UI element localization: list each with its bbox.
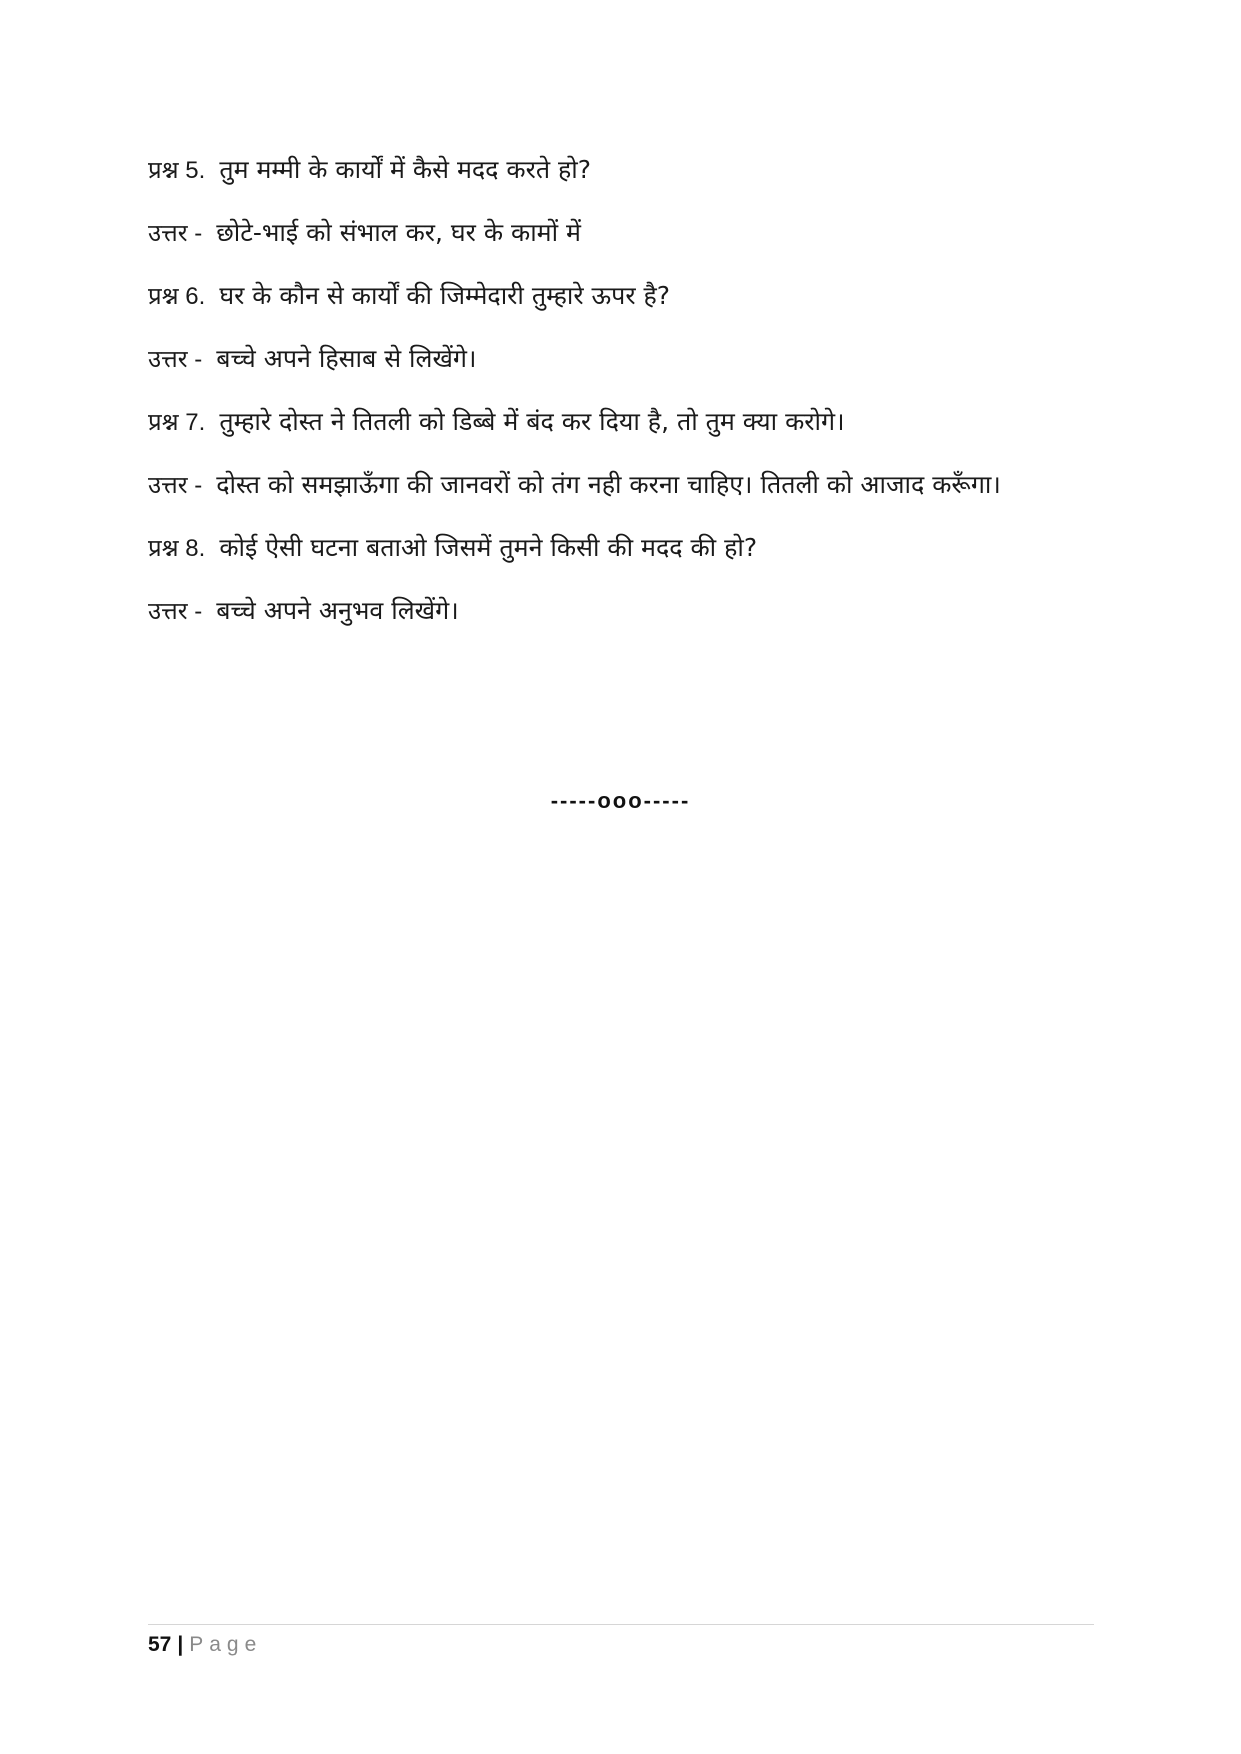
- answer-5: [148, 201, 1108, 264]
- question-text: तुम्हारे दोस्त ने तितली को डिब्बे में बंद कर दिया है, तो तुम क्या करोगे।: [219, 407, 845, 436]
- question-8: [148, 516, 1108, 579]
- question-label: प्रश्न 8.: [148, 535, 206, 562]
- footer-rule: [148, 1624, 1094, 1625]
- answer-6: [148, 327, 1108, 390]
- answer-text: छोटे-भाई को संभाल कर, घर के कामों में: [216, 218, 581, 247]
- footer-separator: |: [177, 1633, 184, 1656]
- page-number: 57: [148, 1633, 172, 1656]
- question-text: घर के कौन से कार्यों की जिम्मेदारी तुम्हारे ऊपर है?: [219, 281, 671, 310]
- question-label: प्रश्न 6.: [148, 283, 206, 310]
- qa-section: [148, 138, 1108, 642]
- question-5: [148, 138, 1108, 201]
- question-label: प्रश्न 5.: [148, 157, 206, 184]
- question-text: तुम मम्मी के कार्यों में कैसे मदद करते हो?: [219, 155, 592, 184]
- section-divider: -----ooo-----: [550, 788, 691, 813]
- answer-label: उत्तर -: [148, 346, 203, 373]
- answer-8: [148, 579, 1108, 642]
- answer-text: बच्चे अपने अनुभव लिखेंगे।: [216, 596, 459, 625]
- answer-label: उत्तर -: [148, 472, 203, 499]
- answer-text: बच्चे अपने हिसाब से लिखेंगे।: [216, 344, 477, 373]
- answer-label: उत्तर -: [148, 598, 203, 625]
- page-word: Page: [189, 1633, 263, 1656]
- question-7: [148, 390, 1108, 453]
- answer-text: दोस्त को समझाऊँगा की जानवरों को तंग नही करना चाहिए। तितली को आजाद करूँगा।: [216, 470, 1001, 499]
- page-footer: [148, 1630, 262, 1660]
- question-6: [148, 264, 1108, 327]
- answer-label: उत्तर -: [148, 220, 203, 247]
- question-label: प्रश्न 7.: [148, 409, 206, 436]
- question-text: कोई ऐसी घटना बताओ जिसमें तुमने किसी की मदद की हो?: [219, 533, 758, 562]
- answer-7: [148, 453, 1108, 516]
